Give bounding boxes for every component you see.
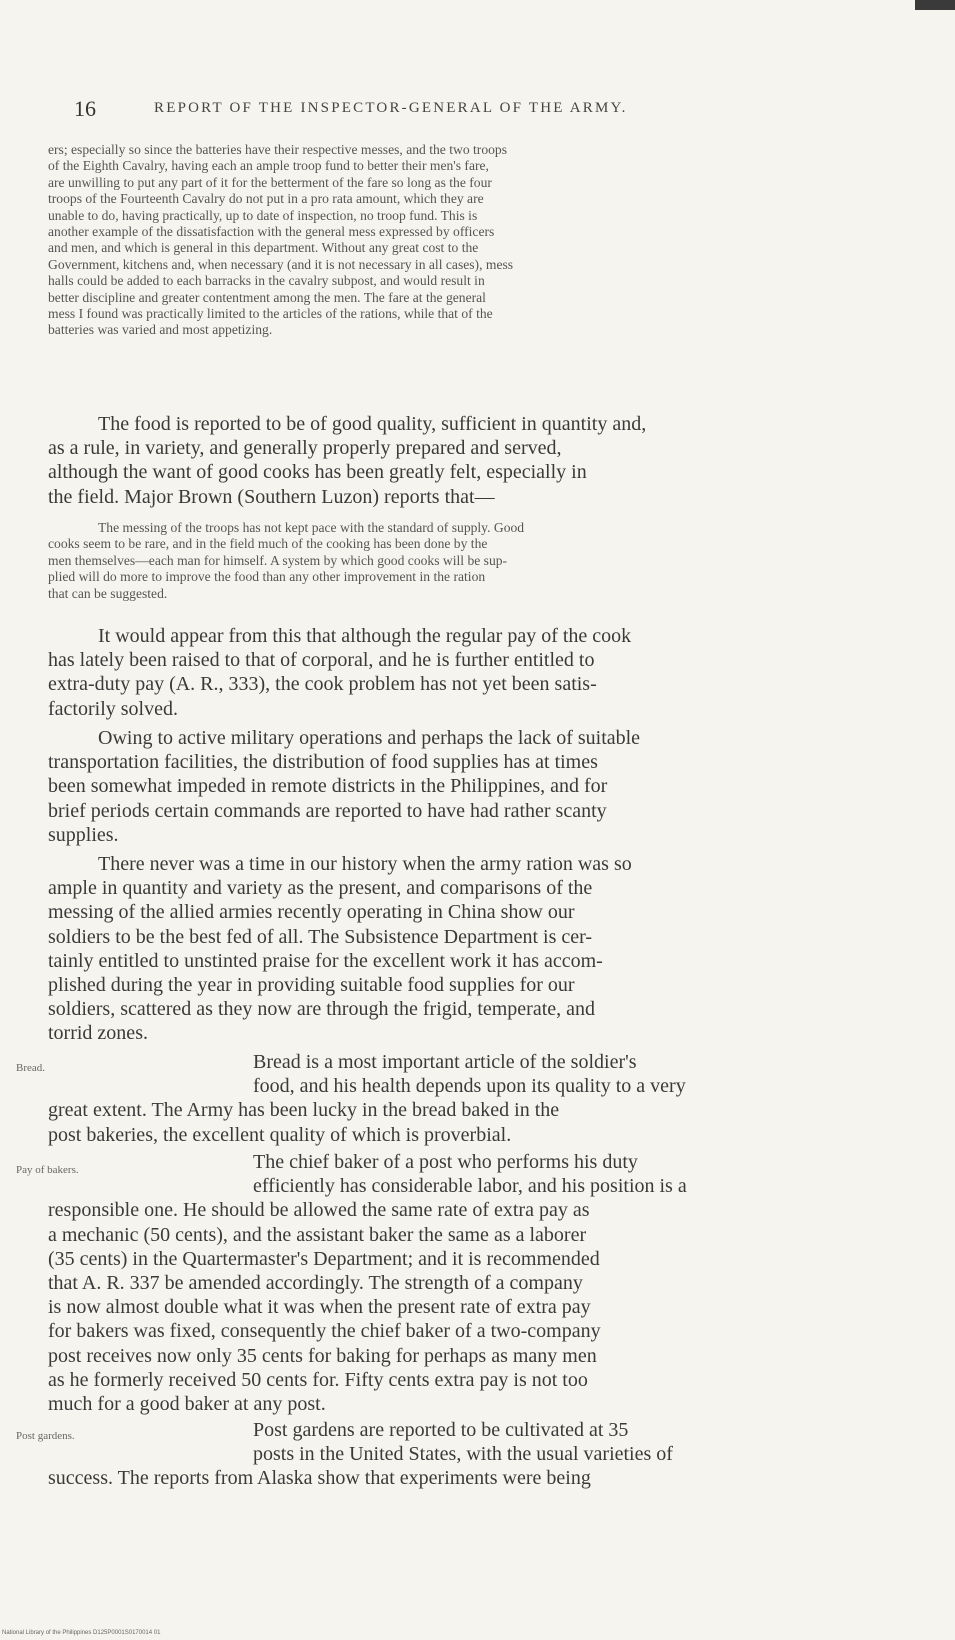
paragraph-messing-cavalry [48, 142, 892, 339]
text-line: has lately been raised to that of corporal, and he is further entitled to [48, 649, 595, 672]
text-line: plied will do more to improve the food than any other improvement in the ration [48, 569, 486, 585]
text-line: ample in quantity and variety as the present, and comparisons of the [48, 877, 593, 900]
text-line: soldiers to be the best fed of all. The Subsistence Department is cer- [48, 925, 593, 948]
text-line: the field. Major Brown (Southern Luzon) reports that— [48, 485, 495, 508]
text-line: tainly entitled to unstinted praise for the excellent work it has accom- [48, 949, 603, 972]
text-line: batteries was varied and most appetizing. [48, 322, 273, 338]
text-line: troops of the Fourteenth Cavalry do not put in a pro rata amount, which they are [48, 191, 484, 207]
text-line: although the want of good cooks has been greatly felt, especially in [48, 461, 587, 484]
paragraph-cook-problem [48, 624, 892, 721]
text-line: better discipline and greater contentment among the men. The fare at the general [48, 289, 486, 305]
paragraph-bread [48, 1050, 892, 1147]
text-line: halls could be added to each barracks in the cavalry subpost, and would result in [48, 273, 485, 289]
text-line: food, and his health depends upon its quality to a very [253, 1075, 686, 1098]
text-line: It would appear from this that although the regular pay of the cook [98, 625, 632, 647]
text-line: ers; especially so since the batteries have their respective messes, and the two troops [48, 142, 508, 157]
text-line: The messing of the troops has not kept pace with the standard of supply. Good [98, 520, 525, 535]
sidenote-bread: Bread. [16, 1062, 46, 1074]
text-line: cooks seem to be rare, and in the field much of the cooking has been done by the [48, 536, 488, 552]
text-line: great extent. The Army has been lucky in the bread baked in the [48, 1099, 560, 1122]
text-line: unable to do, having practically, up to date of inspection, no troop fund. This is [48, 207, 478, 223]
text-line: for bakers was fixed, consequently the chief baker of a two-company [48, 1320, 601, 1343]
page-number: 16 [74, 96, 96, 121]
text-line: brief periods certain commands are reported to have had rather scanty [48, 799, 607, 822]
text-line: another example of the dissatisfaction with the general mess expressed by officers [48, 224, 495, 240]
paragraph-food-distribution [48, 726, 892, 847]
text-line: Bread is a most important article of the soldier's [253, 1051, 637, 1073]
text-line: men themselves—each man for himself. A system by which good cooks will be sup- [48, 552, 508, 568]
text-line: are unwilling to put any part of it for the betterment of the fare so long as the four [48, 174, 492, 190]
paragraph-post-gardens [48, 1418, 892, 1491]
text-line: Post gardens are reported to be cultivated at 35 [253, 1419, 629, 1441]
text-line: post bakeries, the excellent quality of which is proverbial. [48, 1123, 512, 1146]
text-line: Government, kitchens and, when necessary (and it is not necessary in all cases), mess [48, 256, 514, 272]
text-line: transportation facilities, the distribution of food supplies has at times [48, 751, 598, 774]
text-line: much for a good baker at any post. [48, 1393, 326, 1416]
text-line: as he formerly received 50 cents for. Fifty cents extra pay is not too [48, 1368, 588, 1391]
text-line: (35 cents) in the Quartermaster's Department; and it is recommended [48, 1247, 600, 1270]
text-line: torrid zones. [48, 1022, 148, 1045]
scan-credit: National Library of the Philippines D125P0001S0170014 01 [2, 1630, 161, 1636]
paragraph-army-ration [48, 852, 892, 1046]
text-line: responsible one. He should be allowed the same rate of extra pay as [48, 1199, 590, 1222]
text-line: that A. R. 337 be amended accordingly. The strength of a company [48, 1272, 583, 1295]
paragraph-food-quality [48, 412, 892, 509]
text-line: is now almost double what it was when the present rate of extra pay [48, 1296, 591, 1319]
text-line: The chief baker of a post who performs his duty [253, 1151, 638, 1173]
quotation-major-brown [48, 520, 892, 602]
text-line: mess I found was practically limited to the articles of the rations, while that of the [48, 306, 493, 322]
text-line: post receives now only 35 cents for baking for perhaps as many men [48, 1344, 597, 1367]
text-line: of the Eighth Cavalry, having each an ample troop fund to better their men's fare, [48, 158, 489, 174]
sidenote-pay-of-bakers: Pay of bakers. [16, 1164, 79, 1176]
text-line: soldiers, scattered as they now are through the frigid, temperate, and [48, 998, 596, 1021]
scan-edge-mark [915, 0, 955, 10]
text-line: been somewhat impeded in remote districts in the Philippines, and for [48, 775, 608, 798]
text-line: success. The reports from Alaska show that experiments were being [48, 1467, 591, 1490]
running-head: REPORT OF THE INSPECTOR-GENERAL OF THE ARMY. [154, 100, 628, 116]
paragraph-pay-of-bakers [48, 1150, 892, 1416]
text-line: that can be suggested. [48, 585, 168, 601]
text-line: The food is reported to be of good quality, sufficient in quantity and, [98, 413, 647, 435]
text-line: as a rule, in variety, and generally properly prepared and served, [48, 437, 562, 460]
text-line: supplies. [48, 823, 119, 846]
text-line: extra-duty pay (A. R., 333), the cook problem has not yet been satis- [48, 673, 597, 696]
sidenote-post-gardens: Post gardens. [16, 1430, 75, 1442]
text-line: efficiently has considerable labor, and his position is a [253, 1175, 687, 1198]
text-line: a mechanic (50 cents), and the assistant baker the same as a laborer [48, 1223, 587, 1246]
text-line: posts in the United States, with the usual varieties of [253, 1443, 673, 1466]
text-line: factorily solved. [48, 697, 178, 720]
text-line: Owing to active military operations and perhaps the lack of suitable [98, 727, 641, 749]
text-line: messing of the allied armies recently operating in China show our [48, 901, 575, 924]
text-line: plished during the year in providing suitable food supplies for our [48, 974, 575, 997]
text-line: and men, and which is general in this department. Without any great cost to the [48, 240, 479, 256]
text-line: There never was a time in our history when the army ration was so [98, 853, 632, 875]
